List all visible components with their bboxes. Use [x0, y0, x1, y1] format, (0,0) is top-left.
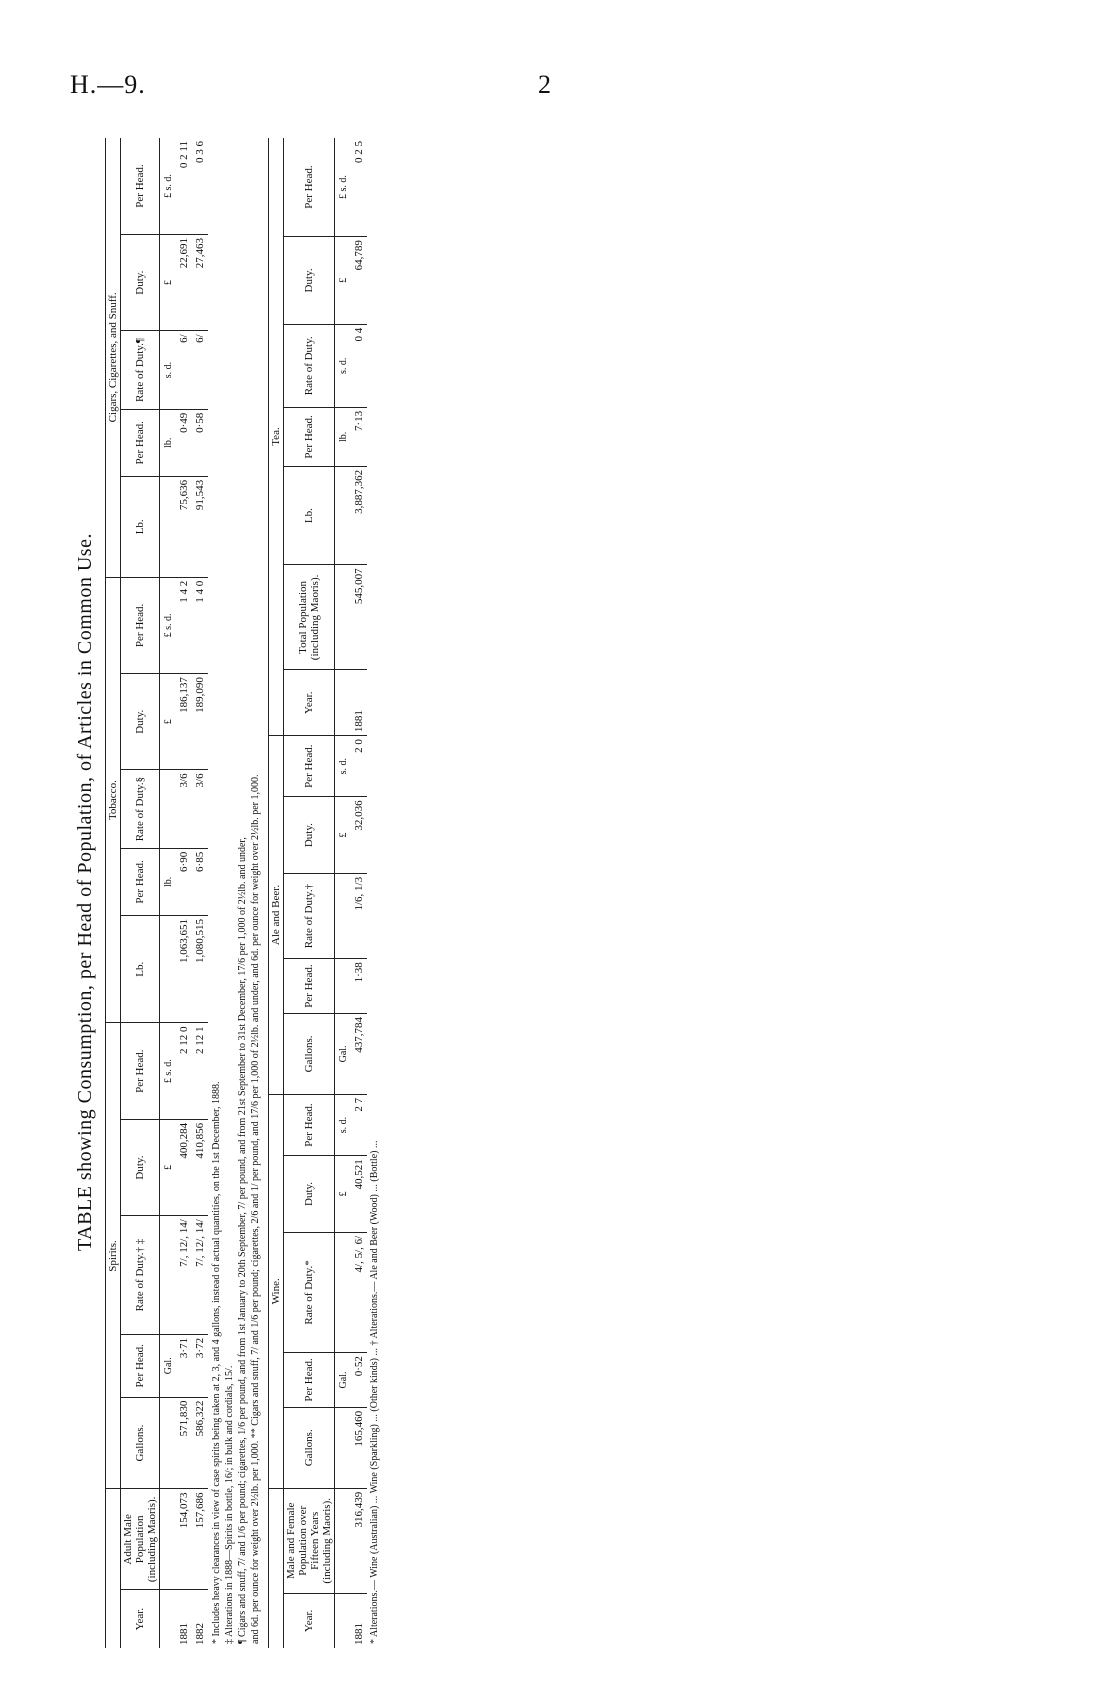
column-header: Total Population (including Maoris).: [284, 565, 335, 670]
units-row: Gal. £ s. d. Gal. £ s. d. lb. s. d. £ £ s. d.: [335, 138, 352, 1648]
page-identifier: H.—9.: [70, 70, 146, 99]
table-body: [160, 138, 209, 1648]
table-cell: 7/, 12/, 14/: [192, 1216, 208, 1335]
table-cell: 40,521: [351, 1156, 367, 1233]
table-cell: 27,463: [192, 235, 208, 331]
table-title: TABLE showing Consumption, per Head of Population, of Articles in Common Use.: [74, 533, 96, 1251]
group-header: Tea.: [269, 138, 284, 736]
column-header: Duty.: [284, 237, 335, 325]
column-header: Lb.: [284, 466, 335, 564]
note: ‡ Alterations in 1888—Spirits in bottle, 16/; in bulk and cordials, 15/.: [224, 1365, 235, 1644]
table-cell: 0 3 6: [192, 138, 208, 235]
table-cell: 91,543: [192, 476, 208, 577]
column-header: Per Head.: [284, 407, 335, 466]
column-header: Duty.: [121, 1119, 160, 1215]
column-header: Per Head.: [121, 577, 160, 673]
column-header: Duty.: [284, 1156, 335, 1233]
group-header-row: [269, 138, 284, 1648]
column-header: Year.: [284, 1593, 335, 1648]
table-cell: 3·71: [176, 1334, 192, 1397]
table-row: [351, 138, 367, 1648]
column-header: Lb.: [121, 476, 160, 577]
table-cell: 1881: [178, 1623, 190, 1645]
table-cell: 189,090: [192, 674, 208, 770]
column-header: Per Head.: [121, 138, 160, 235]
table-cell: 316,439: [351, 1488, 367, 1593]
column-header: Per Head.: [284, 138, 335, 237]
table-cell: 1882: [194, 1623, 206, 1645]
table-cell: 22,691: [176, 235, 192, 331]
table-cell: 2 0: [351, 736, 367, 797]
table-cell: 586,322: [192, 1397, 208, 1489]
column-header: Rate of Duty.: [284, 324, 335, 407]
table-cell: 75,636: [176, 476, 192, 577]
column-header: Duty.: [121, 674, 160, 770]
table-cell: 1881: [353, 1623, 365, 1645]
column-header: Per Head.: [121, 1334, 160, 1397]
table-cell: 1,080,515: [192, 915, 208, 1023]
column-header: Lb.: [121, 915, 160, 1023]
table-notes: [210, 140, 262, 1644]
column-header: Per Head.: [121, 1023, 160, 1119]
table-cell: 3,887,362: [351, 466, 367, 564]
table-cell: 165,460: [351, 1407, 367, 1488]
column-header: Per Head.: [284, 1094, 335, 1155]
table-cell: 0·58: [192, 409, 208, 476]
table-cell: 1 4 0: [192, 577, 208, 673]
table-cell: 3/6: [176, 770, 192, 848]
column-header: Duty.: [121, 235, 160, 331]
table-cell: 6·90: [176, 848, 192, 915]
table-cell: 157,686: [192, 1489, 208, 1590]
table-cell: 4/, 5/, 6/: [351, 1232, 367, 1352]
table-cell: 2 12 1: [192, 1023, 208, 1119]
column-header: Gallons.: [121, 1397, 160, 1489]
table-cell: 7·13: [351, 407, 367, 466]
group-header: Wine.: [269, 1094, 284, 1488]
table-cell: 0 2 11: [176, 138, 192, 235]
table-cell: 0 4: [351, 324, 367, 407]
table-cell: 2 12 0: [176, 1023, 192, 1119]
table-footer: * Alterations.— Wine (Australian) ... Wine (Sparkling) ... (Other kinds) ... † Alterations.— Ale and Beer (Wood) ... (Bottle) ...: [369, 1140, 380, 1644]
column-header: Rate of Duty.¶: [121, 331, 160, 409]
table-cell: 7/, 12/, 14/: [176, 1216, 192, 1335]
group-header: Ale and Beer.: [269, 736, 284, 1095]
column-header: Per Head.: [121, 409, 160, 476]
table-cell: 410,856: [192, 1119, 208, 1215]
units-row: Gal. £ £ s. d. lb. £ £ s. d. lb. s. d. £ £ s. d.: [160, 138, 177, 1648]
column-header: Rate of Duty.† ‡: [121, 1216, 160, 1335]
column-header: Male and Female Population over Fifteen Years (including Maoris).: [284, 1488, 335, 1593]
table-cell: 545,007: [351, 565, 367, 670]
group-header: Spirits.: [106, 1023, 121, 1489]
column-header-row: [121, 138, 160, 1648]
table-cell: 0 2 5: [351, 138, 367, 237]
table-cell: 186,137: [176, 674, 192, 770]
column-header: Year.: [284, 670, 335, 736]
column-header: Per Head.: [284, 736, 335, 797]
consumption-table-wine-ale-tea: [268, 138, 367, 1648]
table-cell: 6/: [176, 331, 192, 409]
rotated-content: [65, 132, 1045, 1652]
table-cell: 1/6, 1/3: [351, 873, 367, 958]
column-header: Rate of Duty.†: [284, 873, 335, 958]
column-header-row: [284, 138, 335, 1648]
page-number: 2: [538, 70, 551, 99]
column-header: Rate of Duty.§: [121, 770, 160, 848]
table-cell: 3·72: [192, 1334, 208, 1397]
column-header: Duty.: [284, 797, 335, 874]
table-row: [176, 138, 192, 1648]
column-header: Per Head.: [284, 959, 335, 1014]
column-header: Rate of Duty.*: [284, 1232, 335, 1352]
note: and 6d. per ounce for weight over 2½lb. per 1,000. ** Cigars and snuff, 7/ and 1/6 per pound; cigarettes, 2/6 and 1/ per pound, and 17/6 per 1,000 of 2½lb. and under, and 6d. per ounce for weight over 2½lb. per 1,000.: [250, 774, 261, 1644]
column-header: Gallons.: [284, 1013, 335, 1094]
table-cell: 1·38: [351, 959, 367, 1014]
column-header: Per Head.: [121, 848, 160, 915]
group-header: Cigars, Cigarettes, and Snuff.: [106, 138, 121, 577]
table-cell: 571,830: [176, 1397, 192, 1489]
table-cell: 1,063,651: [176, 915, 192, 1023]
group-header: Tobacco.: [106, 577, 121, 1023]
table-cell: 1881: [351, 670, 367, 736]
table-cell: 2 7: [351, 1094, 367, 1155]
table-cell: 0·52: [351, 1353, 367, 1408]
table-cell: 64,789: [351, 237, 367, 325]
note: ¶ Cigars and snuff, 7/ and 1/6 per pound; cigarettes, 1/6 per pound, and from 1st January to 20th September, 7/ per pound, and from 21st September to 31st December, 17/6 per 1,000 of 2½lb. and under,: [237, 837, 248, 1644]
table-cell: 6/: [192, 331, 208, 409]
table-cell: 32,036: [351, 797, 367, 874]
consumption-table-spirits-tobacco: [105, 138, 208, 1648]
note: * Includes heavy clearances in view of case spirits being taken at 2, 3, and 4 gallons, instead of actual quantities, on the 1st December, 1888.: [211, 1081, 222, 1644]
table-cell: 0·49: [176, 409, 192, 476]
column-header: Adult Male Population (including Maoris).: [121, 1489, 160, 1590]
table-cell: 437,784: [351, 1013, 367, 1094]
table-cell: 6·85: [192, 848, 208, 915]
group-header-row: [106, 138, 121, 1648]
column-header: Per Head.: [284, 1353, 335, 1408]
table-row: [192, 138, 208, 1648]
table-cell: 154,073: [176, 1489, 192, 1590]
table-cell: 3/6: [192, 770, 208, 848]
table-body: [335, 138, 368, 1648]
rotated-sheet: [65, 132, 1045, 1652]
column-header: Gallons.: [284, 1407, 335, 1488]
column-header: Year.: [121, 1590, 160, 1648]
table-cell: 1 4 2: [176, 577, 192, 673]
table-cell: 400,284: [176, 1119, 192, 1215]
